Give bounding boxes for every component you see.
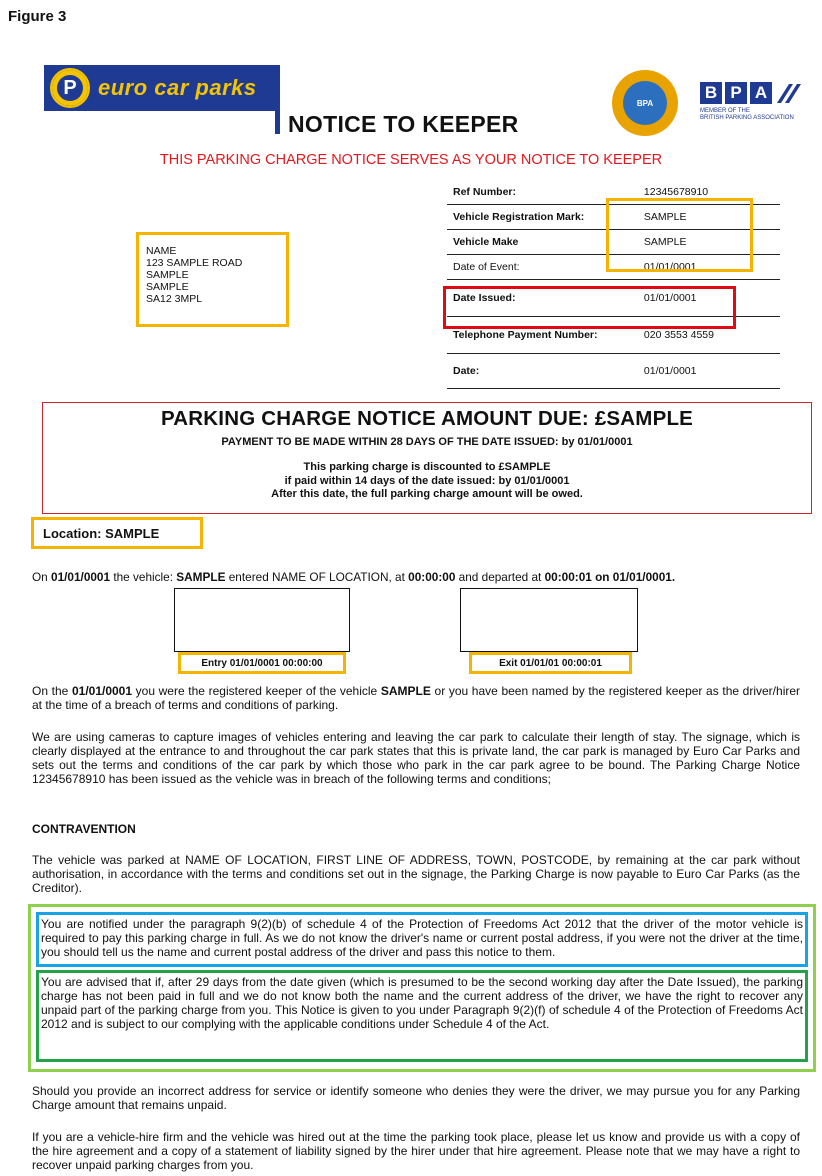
notified-paragraph: You are notified under the paragraph 9(2)(b) of schedule 4 of the Protection of Freedoms Act 2012 that the driver of the motor vehicle is required to pay this parking charge in full. As we do not know the driver's name or current postal address, if you were not the driver at the time, you should tell us the name and current postal address of the driver and pass this notice to them.	[41, 917, 803, 959]
hire-paragraph: If you are a vehicle-hire firm and the vehicle was hired out at the time the parking took place, please let us know and provide us with a copy of the hire agreement and a copy of a statement of liability signed by the hirer under that hire agreement. Please note that we may have a right to recover unpaid parking charges from you.	[32, 1130, 800, 1172]
address-line: SAMPLE	[146, 281, 189, 293]
ref-number-label: Ref Number:	[453, 186, 517, 198]
euro-car-parks-logo	[44, 65, 280, 111]
cameras-paragraph: We are using cameras to capture images of vehicles entering and leaving the car park to calculate their length of stay. The signage, which is clearly displayed at the entrance to and throughout the car park states that this is private land, the car park is managed by Euro Car Parks and sets out the terms and conditions of the car park by which those who park in the car park agree to be bound. The Parking Charge Notice 12345678910 has been issued as the vehicle was in breach of the following terms and conditions;	[32, 730, 800, 786]
keeper-paragraph	[32, 684, 800, 712]
keeper-vehicle: SAMPLE	[380, 684, 431, 698]
date-label: Date:	[453, 365, 480, 377]
text: On the	[32, 684, 72, 698]
address-line: SA12 3MPL	[146, 293, 203, 305]
entry-photo	[174, 588, 350, 652]
date-of-event-label: Date of Event:	[453, 261, 520, 273]
location-label: Location: SAMPLE	[31, 517, 203, 549]
bpa-letter-b: B	[700, 82, 722, 104]
exit-caption: Exit 01/01/01 00:00:01	[469, 652, 632, 674]
telephone-value: 020 3553 4559	[643, 329, 714, 341]
discount-text	[43, 461, 811, 502]
keeper-date: 01/01/0001	[71, 684, 133, 698]
logo-bar	[275, 86, 280, 134]
contravention-paragraph: The vehicle was parked at NAME OF LOCATION, FIRST LINE OF ADDRESS, TOWN, POSTCODE, by remaining at the car park without authorisation, in accordance with the terms and conditions set out in the signage, the Parking Charge is now payable to Euro Car Parks (as the Creditor).	[32, 853, 800, 895]
vehicle-highlight	[606, 198, 753, 272]
parking-p-icon: P	[50, 68, 90, 108]
bpa-logo	[700, 82, 803, 122]
approved-badge-center: BPA	[623, 81, 667, 125]
ref-number-value: 12345678910	[643, 186, 709, 198]
bpa-swoosh-icon	[775, 82, 803, 104]
discount-line: if paid within 14 days of the date issued: by 01/01/0001	[284, 474, 570, 487]
charge-heading: PARKING CHARGE NOTICE AMOUNT DUE: £SAMPLE	[160, 407, 694, 430]
telephone-label: Telephone Payment Number:	[453, 329, 598, 341]
address-block	[146, 245, 242, 305]
text: or you have been named by the registered keeper as the driver/hirer at the time of a breach of terms and conditions of parking.	[32, 684, 801, 712]
advised-paragraph: You are advised that if, after 29 days from the date given (which is presumed to be the second working day after the Date Issued), the parking charge has not been paid in full and we do not know both the name and the current address of the driver, we have the right to recover any unpaid part of the parking charge from you. This Notice is given to you under Paragraph 9(2)(f) of schedule 4 of the Protection of Freedoms Act 2012 and is subject to our complying with the applicable conditions under Schedule 4 of the Act.	[41, 975, 803, 1031]
incorrect-address-paragraph: Should you provide an incorrect address for service or identify someone who denies they were the driver, we may pursue you for any Parking Charge amount that remains unpaid.	[32, 1084, 800, 1112]
notice-subtitle: THIS PARKING CHARGE NOTICE SERVES AS YOUR NOTICE TO KEEPER	[159, 152, 663, 168]
vehicle: SAMPLE	[176, 570, 226, 584]
date-issued-value: 01/01/0001	[643, 292, 697, 304]
bpa-letter-p: P	[725, 82, 747, 104]
date-issued-label: Date Issued:	[453, 292, 516, 304]
figure-label: Figure 3	[8, 8, 67, 25]
page-title: NOTICE TO KEEPER	[288, 111, 519, 137]
vrm-label: Vehicle Registration Mark:	[453, 211, 585, 223]
address-line: NAME	[146, 245, 177, 257]
text: On	[32, 570, 52, 584]
bpa-member-line1: MEMBER OF THE	[700, 108, 750, 114]
logo-text: euro car parks	[98, 75, 257, 100]
date-issued-highlight	[443, 286, 736, 329]
text: entered NAME OF LOCATION, at	[225, 570, 409, 584]
vrm-value: SAMPLE	[643, 211, 687, 223]
exit-time: 00:00:01 on 01/01/0001.	[544, 570, 676, 584]
entry-caption: Entry 01/01/0001 00:00:00	[178, 652, 346, 674]
payment-deadline: PAYMENT TO BE MADE WITHIN 28 DAYS OF THE DATE ISSUED: by 01/01/0001	[221, 436, 633, 448]
vehicle-make-label: Vehicle Make	[453, 236, 519, 248]
vehicle-make-value: SAMPLE	[643, 236, 687, 248]
charge-amount-box	[42, 402, 812, 514]
contravention-heading: CONTRAVENTION	[32, 822, 136, 836]
approved-operator-badge	[612, 70, 678, 136]
bpa-letter-a: A	[750, 82, 772, 104]
event-date: 01/01/0001	[51, 570, 111, 584]
date-value: 01/01/0001	[643, 365, 697, 377]
exit-photo	[460, 588, 638, 652]
text: you were the registered keeper of the vehicle	[132, 684, 381, 698]
event-line	[32, 570, 675, 584]
text: the vehicle:	[110, 570, 177, 584]
info-row	[447, 354, 780, 389]
discount-line: After this date, the full parking charge amount will be owed.	[271, 488, 583, 500]
date-of-event-value: 01/01/0001	[643, 261, 697, 273]
discount-line: This parking charge is discounted to £SAMPLE	[303, 461, 551, 473]
address-line: 123 SAMPLE ROAD	[146, 257, 243, 269]
entry-time: 00:00:00	[408, 570, 456, 584]
text: and departed at	[455, 570, 545, 584]
address-line: SAMPLE	[146, 269, 189, 281]
bpa-member-line2: BRITISH PARKING ASSOCIATION	[700, 115, 794, 121]
